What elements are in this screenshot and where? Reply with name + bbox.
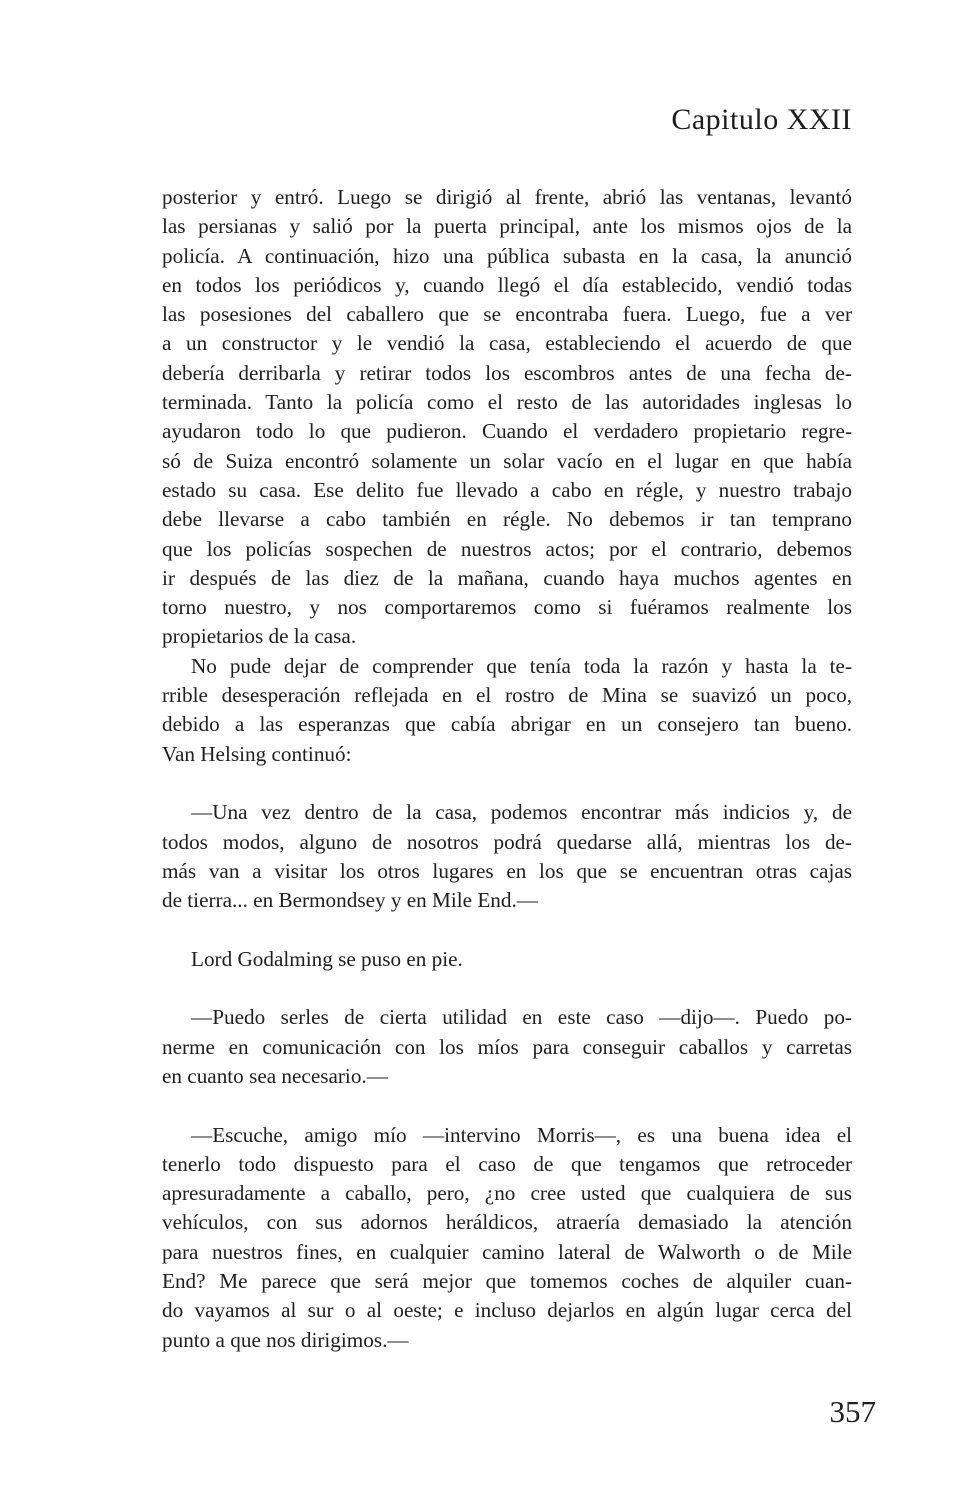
- text-line: End? Me parece que será mejor que tomemos coches de alquiler cuan-: [162, 1268, 852, 1293]
- text-line: do vayamos al sur o al oeste; e incluso dejarlos en algún lugar cerca del: [162, 1298, 852, 1323]
- paragraph-gap: [162, 915, 852, 944]
- chapter-title: Capitulo XXII: [671, 103, 852, 136]
- paragraph-gap: [162, 974, 852, 1003]
- text-line: No pude dejar de comprender que tenía toda la razón y hasta la te-: [191, 653, 852, 678]
- text-line: las posesiones del caballero que se encontraba fuera. Luego, fue a ver: [162, 302, 852, 327]
- text-line: en cuanto sea necesario.—: [162, 1063, 388, 1088]
- text-line: debido a las esperanzas que cabía abrigar en un consejero tan bueno.: [162, 712, 852, 737]
- text-line: todos modos, alguno de nosotros podrá quedarse allá, mientras los de-: [162, 829, 852, 854]
- text-line: debería derribarla y retirar todos los escombros antes de una fecha de-: [162, 360, 852, 385]
- text-line: en todos los periódicos y, cuando llegó el día establecido, vendió todas: [162, 272, 852, 297]
- text-line: terminada. Tanto la policía como el resto de las autoridades inglesas lo: [162, 390, 852, 415]
- paragraph-gap: [162, 1091, 852, 1120]
- text-line: só de Suiza encontró solamente un solar vacío en el lugar en que había: [162, 448, 852, 473]
- paragraph-continuation: [162, 183, 852, 652]
- paragraph-narration: [162, 652, 852, 769]
- text-line: punto a que nos dirigimos.—: [162, 1327, 409, 1352]
- text-line: —Una vez dentro de la casa, podemos encontrar más indicios y, de: [191, 800, 852, 825]
- page-body: [162, 183, 852, 1355]
- paragraph-dialogue-van-helsing: [162, 798, 852, 915]
- text-line: de tierra... en Bermondsey y en Mile End.—: [162, 888, 538, 913]
- text-line: Lord Godalming se puso en pie.: [191, 946, 463, 971]
- text-line: ir después de las diez de la mañana, cuando haya muchos agentes en: [162, 565, 852, 590]
- text-line: policía. A continuación, hizo una pública subasta en la casa, la anunció: [162, 243, 852, 268]
- paragraph-dialogue-godalming: [162, 1003, 852, 1091]
- text-line: —Escuche, amigo mío —intervino Morris—, es una buena idea el: [191, 1122, 852, 1147]
- text-line: que los policías sospechen de nuestros actos; por el contrario, debemos: [162, 536, 852, 561]
- text-line: tenerlo todo dispuesto para el caso de que tengamos que retroceder: [162, 1151, 852, 1176]
- page-number: 357: [829, 1394, 876, 1429]
- text-line: estado su casa. Ese delito fue llevado a cabo en régle, y nuestro trabajo: [162, 477, 852, 502]
- text-line: vehículos, con sus adornos heráldicos, atraería demasiado la atención: [162, 1210, 852, 1235]
- text-line: apresuradamente a caballo, pero, ¿no cree usted que cualquiera de sus: [162, 1181, 852, 1206]
- text-line: nerme en comunicación con los míos para conseguir caballos y carretas: [162, 1034, 852, 1059]
- text-line: posterior y entró. Luego se dirigió al frente, abrió las ventanas, levantó: [162, 185, 852, 209]
- paragraph-dialogue-morris: [162, 1121, 852, 1355]
- text-line: a un constructor y le vendió la casa, estableciendo el acuerdo de que: [162, 331, 852, 356]
- text-line: Van Helsing continuó:: [162, 741, 352, 766]
- text-line: las persianas y salió por la puerta principal, ante los mismos ojos de la: [162, 214, 852, 239]
- text-line: —Puedo serles de cierta utilidad en este caso —dijo—. Puedo po-: [191, 1005, 852, 1030]
- text-line: torno nuestro, y nos comportaremos como si fuéramos realmente los: [162, 595, 852, 620]
- text-line: para nuestros fines, en cualquier camino lateral de Walworth o de Mile: [162, 1239, 852, 1264]
- text-line: ayudaron todo lo que pudieron. Cuando el verdadero propietario regre-: [162, 419, 852, 444]
- text-line: propietarios de la casa.: [162, 624, 357, 649]
- paragraph-narration-godalming: [162, 945, 852, 974]
- text-line: debe llevarse a cabo también en régle. No debemos ir tan temprano: [162, 507, 852, 532]
- text-line: rrible desesperación reflejada en el rostro de Mina se suavizó un poco,: [162, 683, 852, 708]
- paragraph-gap: [162, 769, 852, 798]
- text-line: más van a visitar los otros lugares en los que se encuentran otras cajas: [162, 858, 852, 883]
